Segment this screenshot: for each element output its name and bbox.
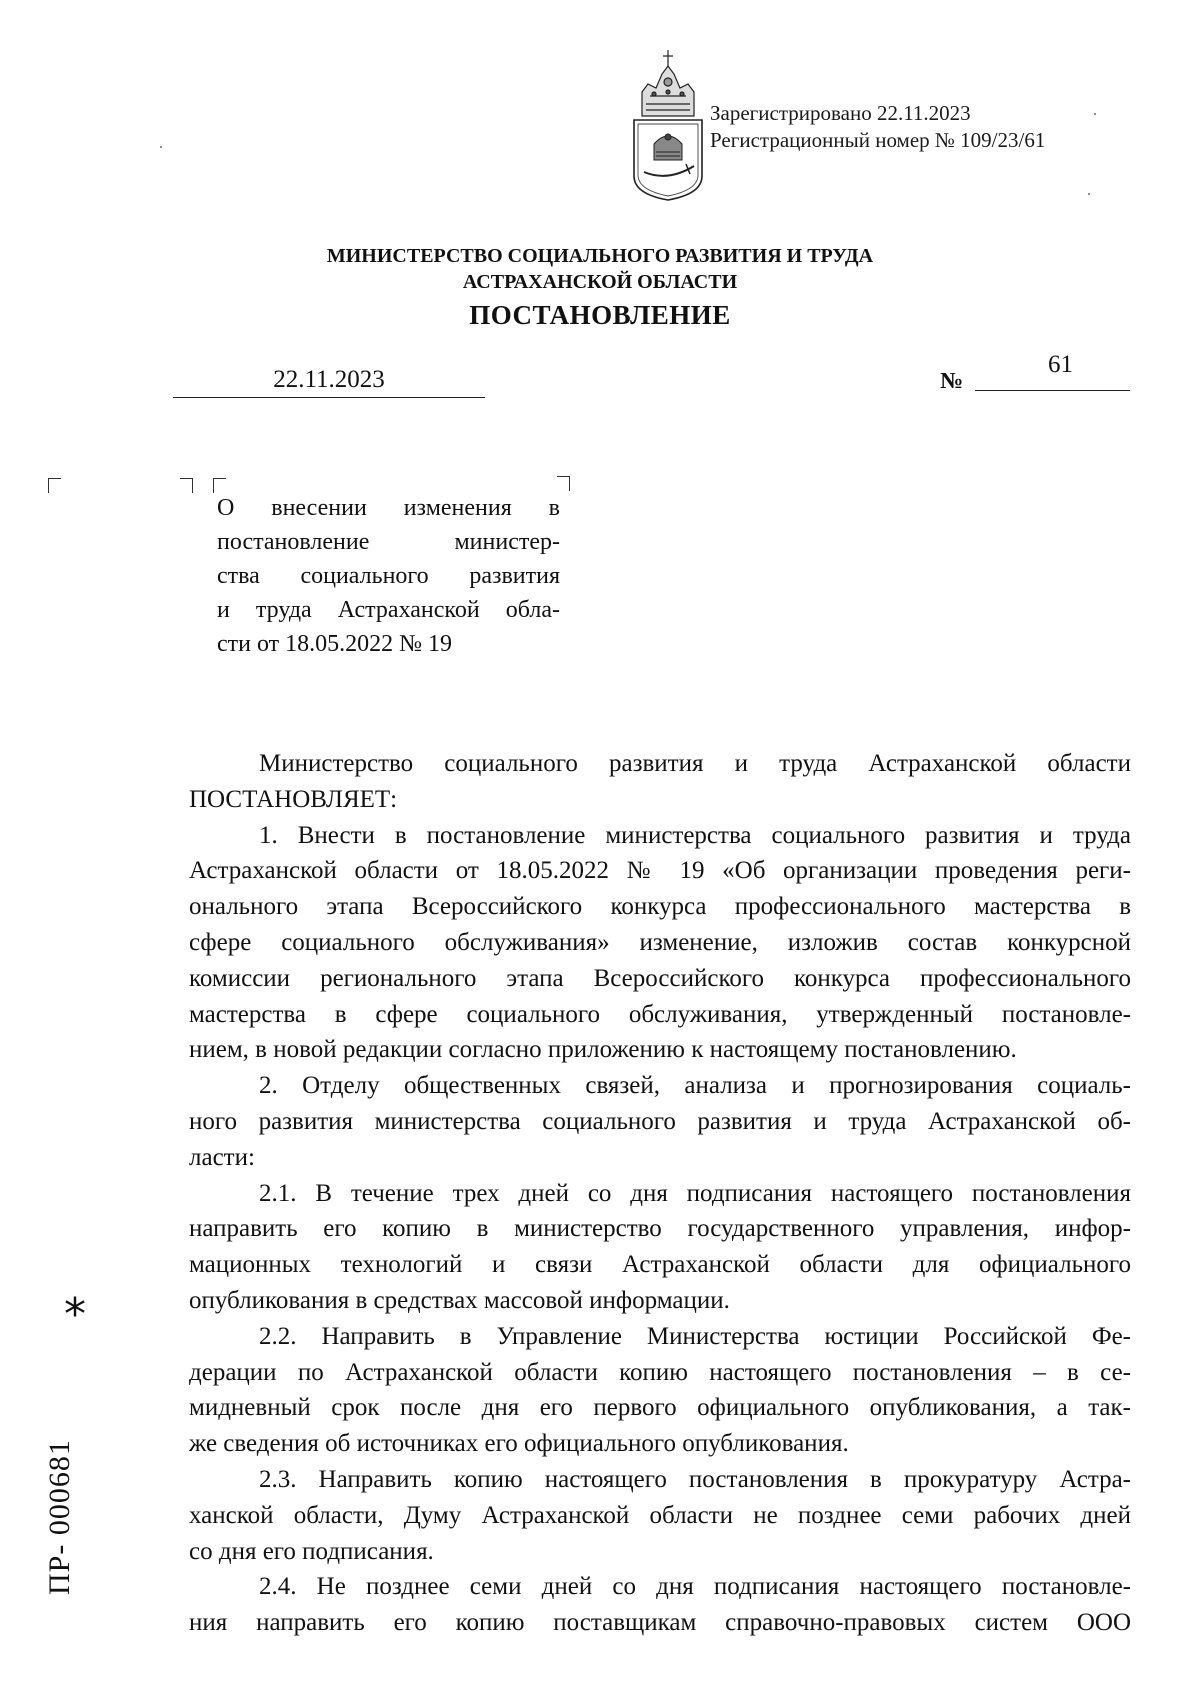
document-type-title: ПОСТАНОВЛЕНИЕ — [469, 300, 731, 330]
body-line: 2.2. Направить в Управление Министерства юстиции Российской Фе- — [259, 1322, 1131, 1350]
document-date: 22.11.2023 — [273, 366, 385, 393]
ministry-region: АСТРАХАНСКОЙ ОБЛАСТИ — [462, 271, 738, 293]
body-line: нием, в новой редакции согласно приложению к настоящему постановлению. — [189, 1036, 1017, 1064]
document-subject — [217, 491, 560, 661]
body-line: 2.1. В течение трех дней со дня подписания настоящего постановления — [259, 1179, 1131, 1207]
body-line: же сведения об источниках его официального опубликования. — [189, 1430, 849, 1458]
paragraph-2-2 — [189, 1319, 1131, 1462]
body-line: 2. Отделу общественных связей, анализа и прогнозирования социаль- — [259, 1072, 1131, 1100]
ministry-name: МИНИСТЕРСТВО СОЦИАЛЬНОГО РАЗВИТИЯ И ТРУДА — [326, 245, 874, 267]
document-number-label: № — [940, 368, 964, 393]
body-line: комиссии регионального этапа Всероссийского конкурса профессионального — [189, 964, 1131, 992]
margin-star-mark: * — [64, 1289, 86, 1340]
registration-date: Зарегистрировано 22.11.2023 — [710, 101, 971, 125]
scan-speck — [160, 146, 162, 148]
body-line: 1. Внести в постановление министерства социального развития и труда — [259, 821, 1131, 849]
paragraph-2-3 — [189, 1462, 1131, 1569]
scan-speck — [1094, 113, 1096, 115]
subject-bracket-right — [557, 476, 570, 491]
margin-corner-mark — [48, 478, 61, 493]
body-line: ласти: — [189, 1143, 255, 1171]
paragraph-2-1 — [189, 1176, 1131, 1319]
coat-of-arms-emblem — [628, 44, 708, 202]
subject-line: О внесении изменения в — [217, 495, 560, 521]
preamble-line: Министерство социального развития и труда Астраханской области — [259, 750, 1131, 777]
body-line: направить его копию в министерство государственного управления, инфор- — [189, 1215, 1131, 1243]
body-line: мационных технологий и связи Астраханской области для официального — [189, 1251, 1131, 1279]
document-number: 61 — [1048, 351, 1073, 378]
document-date-field — [173, 363, 485, 398]
subject-line: ства социального развития — [217, 563, 560, 589]
scan-speck — [1088, 193, 1090, 195]
body-line: дерации по Астраханской области копию настоящего постановления – в се- — [189, 1358, 1131, 1386]
subject-line: сти от 18.05.2022 № 19 — [217, 631, 453, 657]
subject-bracket-left-mark — [180, 478, 193, 493]
document-number-field — [975, 348, 1130, 391]
registration-number: Регистрационный номер № 109/23/61 — [710, 128, 1046, 152]
body-line: Астраханской области от 18.05.2022 № 19 «Об организации проведения реги- — [189, 857, 1131, 885]
body-line: сфере социального обслуживания» изменение, изложив состав конкурсной — [189, 928, 1131, 956]
margin-document-code: ПР- 000681 — [43, 1439, 76, 1595]
body-line: ния направить его копию поставщикам справочно-правовых систем ООО — [189, 1609, 1131, 1637]
body-line: 2.4. Не позднее семи дней со дня подписания настоящего постановле- — [259, 1573, 1131, 1601]
paragraph-1 — [189, 818, 1131, 1069]
body-line: ного развития министерства социального развития и труда Астраханской об- — [189, 1107, 1131, 1135]
preamble — [189, 746, 1131, 818]
registration-stamp — [710, 100, 1045, 154]
paragraph-2 — [189, 1068, 1131, 1175]
body-line: со дня его подписания. — [189, 1537, 434, 1565]
body-line: онального этапа Всероссийского конкурса профессионального мастерства в — [189, 893, 1131, 921]
body-line: 2.3. Направить копию настоящего постановления в прокуратуру Астра- — [259, 1465, 1131, 1493]
subject-line: постановление министер- — [217, 529, 560, 555]
subject-line: и труда Астраханской обла- — [217, 597, 560, 623]
paragraph-2-4 — [189, 1569, 1131, 1641]
body-line: ханской области, Думу Астраханской области не позднее семи рабочих дней — [189, 1501, 1131, 1529]
body-line: опубликования в средствах массовой информации. — [189, 1286, 730, 1314]
body-line: мастерства в сфере социального обслуживания, утвержденный постановле- — [189, 1000, 1131, 1028]
body-line: мидневный срок после дня его первого официального опубликования, а так- — [189, 1394, 1131, 1422]
preamble-line: ПОСТАНОВЛЯЕТ: — [189, 785, 398, 813]
document-body — [189, 746, 1131, 1641]
